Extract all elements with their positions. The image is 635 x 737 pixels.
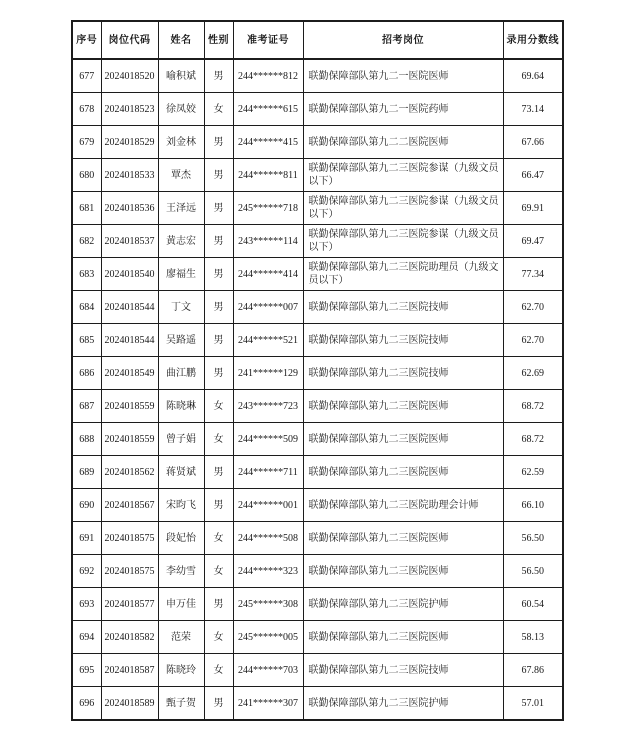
- cell-job-code: 2024018544: [101, 324, 158, 357]
- table-header-row: [72, 21, 563, 59]
- cell-index: 685: [72, 324, 101, 357]
- cell-index: 681: [72, 192, 101, 225]
- cell-ticket-no: 244******521: [233, 324, 303, 357]
- table-row: [72, 357, 563, 390]
- cell-index: 686: [72, 357, 101, 390]
- cell-position: 联勤保障部队第九二三医院医师: [303, 555, 503, 588]
- cell-job-code: 2024018589: [101, 687, 158, 721]
- table-row: [72, 423, 563, 456]
- cell-position: 联勤保障部队第九二三医院技师: [303, 291, 503, 324]
- cell-job-code: 2024018520: [101, 59, 158, 93]
- table-row: [72, 324, 563, 357]
- table-row: [72, 456, 563, 489]
- cell-position: 联勤保障部队第九二三医院医师: [303, 390, 503, 423]
- cell-job-code: 2024018537: [101, 225, 158, 258]
- cell-gender: 女: [204, 390, 233, 423]
- cell-gender: 男: [204, 357, 233, 390]
- cell-gender: 男: [204, 456, 233, 489]
- cell-index: 693: [72, 588, 101, 621]
- cell-score-line: 62.69: [503, 357, 563, 390]
- table-row: [72, 159, 563, 192]
- cell-index: 694: [72, 621, 101, 654]
- cell-ticket-no: 245******005: [233, 621, 303, 654]
- cell-job-code: 2024018549: [101, 357, 158, 390]
- header-cell-job-code: 岗位代码: [101, 21, 158, 59]
- cell-score-line: 66.47: [503, 159, 563, 192]
- cell-position: 联勤保障部队第九二三医院技师: [303, 357, 503, 390]
- cell-gender: 女: [204, 423, 233, 456]
- cell-job-code: 2024018575: [101, 522, 158, 555]
- cell-ticket-no: 244******811: [233, 159, 303, 192]
- cell-index: 687: [72, 390, 101, 423]
- table-row: [72, 258, 563, 291]
- cell-score-line: 69.64: [503, 59, 563, 93]
- cell-position: 联勤保障部队第九二二医院医师: [303, 126, 503, 159]
- table-row: [72, 192, 563, 225]
- cell-gender: 男: [204, 126, 233, 159]
- table-row: [72, 390, 563, 423]
- cell-index: 689: [72, 456, 101, 489]
- cell-ticket-no: 241******307: [233, 687, 303, 721]
- cell-job-code: 2024018529: [101, 126, 158, 159]
- cell-ticket-no: 244******007: [233, 291, 303, 324]
- cell-gender: 女: [204, 93, 233, 126]
- cell-gender: 男: [204, 225, 233, 258]
- table-row: [72, 489, 563, 522]
- cell-gender: 男: [204, 258, 233, 291]
- cell-ticket-no: 243******723: [233, 390, 303, 423]
- cell-name: 丁文: [158, 291, 204, 324]
- cell-job-code: 2024018559: [101, 423, 158, 456]
- cell-name: 曾子娟: [158, 423, 204, 456]
- cell-job-code: 2024018559: [101, 390, 158, 423]
- cell-gender: 男: [204, 324, 233, 357]
- table-row: [72, 59, 563, 93]
- cell-job-code: 2024018587: [101, 654, 158, 687]
- cell-ticket-no: 244******508: [233, 522, 303, 555]
- cell-ticket-no: 244******415: [233, 126, 303, 159]
- cell-score-line: 58.13: [503, 621, 563, 654]
- cell-name: 甄子贺: [158, 687, 204, 721]
- header-cell-ticket-no: 准考证号: [233, 21, 303, 59]
- cell-gender: 男: [204, 192, 233, 225]
- cell-ticket-no: 244******414: [233, 258, 303, 291]
- cell-name: 段妃怡: [158, 522, 204, 555]
- table-row: [72, 621, 563, 654]
- cell-job-code: 2024018582: [101, 621, 158, 654]
- header-cell-index: 序号: [72, 21, 101, 59]
- cell-score-line: 67.66: [503, 126, 563, 159]
- cell-job-code: 2024018523: [101, 93, 158, 126]
- cell-job-code: 2024018562: [101, 456, 158, 489]
- cell-score-line: 67.86: [503, 654, 563, 687]
- cell-position: 联勤保障部队第九二三医院医师: [303, 423, 503, 456]
- header-cell-gender: 性别: [204, 21, 233, 59]
- cell-index: 695: [72, 654, 101, 687]
- cell-score-line: 69.91: [503, 192, 563, 225]
- cell-index: 696: [72, 687, 101, 721]
- cell-score-line: 73.14: [503, 93, 563, 126]
- cell-score-line: 62.70: [503, 324, 563, 357]
- cell-job-code: 2024018540: [101, 258, 158, 291]
- cell-index: 691: [72, 522, 101, 555]
- table-row: [72, 291, 563, 324]
- cell-job-code: 2024018567: [101, 489, 158, 522]
- cell-gender: 男: [204, 588, 233, 621]
- table-body: [72, 59, 563, 720]
- cell-score-line: 56.50: [503, 522, 563, 555]
- cell-name: 徐凤姣: [158, 93, 204, 126]
- cell-name: 陈晓玲: [158, 654, 204, 687]
- cell-index: 683: [72, 258, 101, 291]
- table-row: [72, 687, 563, 721]
- cell-ticket-no: 244******615: [233, 93, 303, 126]
- cell-name: 喻积斌: [158, 59, 204, 93]
- cell-position: 联勤保障部队第九二三医院医师: [303, 456, 503, 489]
- cell-name: 廖福生: [158, 258, 204, 291]
- cell-score-line: 77.34: [503, 258, 563, 291]
- cell-gender: 女: [204, 522, 233, 555]
- cell-index: 679: [72, 126, 101, 159]
- cell-score-line: 68.72: [503, 390, 563, 423]
- cell-gender: 女: [204, 621, 233, 654]
- cell-name: 蒋贤斌: [158, 456, 204, 489]
- cell-score-line: 57.01: [503, 687, 563, 721]
- cell-name: 申万佳: [158, 588, 204, 621]
- cell-index: 688: [72, 423, 101, 456]
- cell-score-line: 68.72: [503, 423, 563, 456]
- table-row: [72, 555, 563, 588]
- table-row: [72, 126, 563, 159]
- cell-gender: 男: [204, 489, 233, 522]
- cell-index: 684: [72, 291, 101, 324]
- cell-job-code: 2024018575: [101, 555, 158, 588]
- cell-position: 联勤保障部队第九二一医院医师: [303, 59, 503, 93]
- cell-ticket-no: 243******114: [233, 225, 303, 258]
- cell-ticket-no: 245******718: [233, 192, 303, 225]
- cell-score-line: 60.54: [503, 588, 563, 621]
- cell-gender: 男: [204, 291, 233, 324]
- cell-ticket-no: 244******001: [233, 489, 303, 522]
- cell-ticket-no: 241******129: [233, 357, 303, 390]
- table-row: [72, 588, 563, 621]
- cell-position: 联勤保障部队第九二三医院助理员（九级文员以下）: [303, 258, 503, 291]
- table-row: [72, 225, 563, 258]
- cell-gender: 男: [204, 59, 233, 93]
- cell-position: 联勤保障部队第九二三医院参谋（九级文员以下）: [303, 192, 503, 225]
- cell-position: 联勤保障部队第九二一医院药师: [303, 93, 503, 126]
- cell-position: 联勤保障部队第九二三医院技师: [303, 654, 503, 687]
- cell-ticket-no: 244******812: [233, 59, 303, 93]
- cell-position: 联勤保障部队第九二三医院护师: [303, 588, 503, 621]
- cell-name: 黄志宏: [158, 225, 204, 258]
- cell-score-line: 62.70: [503, 291, 563, 324]
- cell-index: 677: [72, 59, 101, 93]
- header-cell-position: 招考岗位: [303, 21, 503, 59]
- cell-job-code: 2024018536: [101, 192, 158, 225]
- header-cell-name: 姓名: [158, 21, 204, 59]
- cell-name: 刘金林: [158, 126, 204, 159]
- cell-index: 692: [72, 555, 101, 588]
- cell-index: 690: [72, 489, 101, 522]
- cell-ticket-no: 245******308: [233, 588, 303, 621]
- header-cell-score-line: 录用分数线: [503, 21, 563, 59]
- table-row: [72, 654, 563, 687]
- cell-index: 682: [72, 225, 101, 258]
- cell-name: 宋昀飞: [158, 489, 204, 522]
- cell-index: 680: [72, 159, 101, 192]
- cell-name: 吴路遥: [158, 324, 204, 357]
- cell-position: 联勤保障部队第九二三医院助理会计师: [303, 489, 503, 522]
- cell-job-code: 2024018544: [101, 291, 158, 324]
- cell-name: 王泽远: [158, 192, 204, 225]
- cell-position: 联勤保障部队第九二三医院医师: [303, 621, 503, 654]
- cell-score-line: 62.59: [503, 456, 563, 489]
- cell-ticket-no: 244******323: [233, 555, 303, 588]
- cell-ticket-no: 244******711: [233, 456, 303, 489]
- cell-job-code: 2024018533: [101, 159, 158, 192]
- cell-name: 覃杰: [158, 159, 204, 192]
- cell-position: 联勤保障部队第九二三医院技师: [303, 324, 503, 357]
- cell-index: 678: [72, 93, 101, 126]
- cell-score-line: 69.47: [503, 225, 563, 258]
- cell-position: 联勤保障部队第九二三医院参谋（九级文员以下）: [303, 159, 503, 192]
- cell-position: 联勤保障部队第九二三医院医师: [303, 522, 503, 555]
- cell-position: 联勤保障部队第九二三医院护师: [303, 687, 503, 721]
- table-row: [72, 522, 563, 555]
- admission-score-table: [71, 20, 564, 721]
- cell-score-line: 66.10: [503, 489, 563, 522]
- cell-job-code: 2024018577: [101, 588, 158, 621]
- cell-name: 曲江鹏: [158, 357, 204, 390]
- cell-position: 联勤保障部队第九二三医院参谋（九级文员以下）: [303, 225, 503, 258]
- cell-name: 范荣: [158, 621, 204, 654]
- cell-name: 李幼雪: [158, 555, 204, 588]
- cell-ticket-no: 244******509: [233, 423, 303, 456]
- cell-gender: 女: [204, 654, 233, 687]
- cell-name: 陈晓琳: [158, 390, 204, 423]
- cell-gender: 男: [204, 687, 233, 721]
- cell-ticket-no: 244******703: [233, 654, 303, 687]
- table-row: [72, 93, 563, 126]
- cell-score-line: 56.50: [503, 555, 563, 588]
- cell-gender: 女: [204, 555, 233, 588]
- cell-gender: 男: [204, 159, 233, 192]
